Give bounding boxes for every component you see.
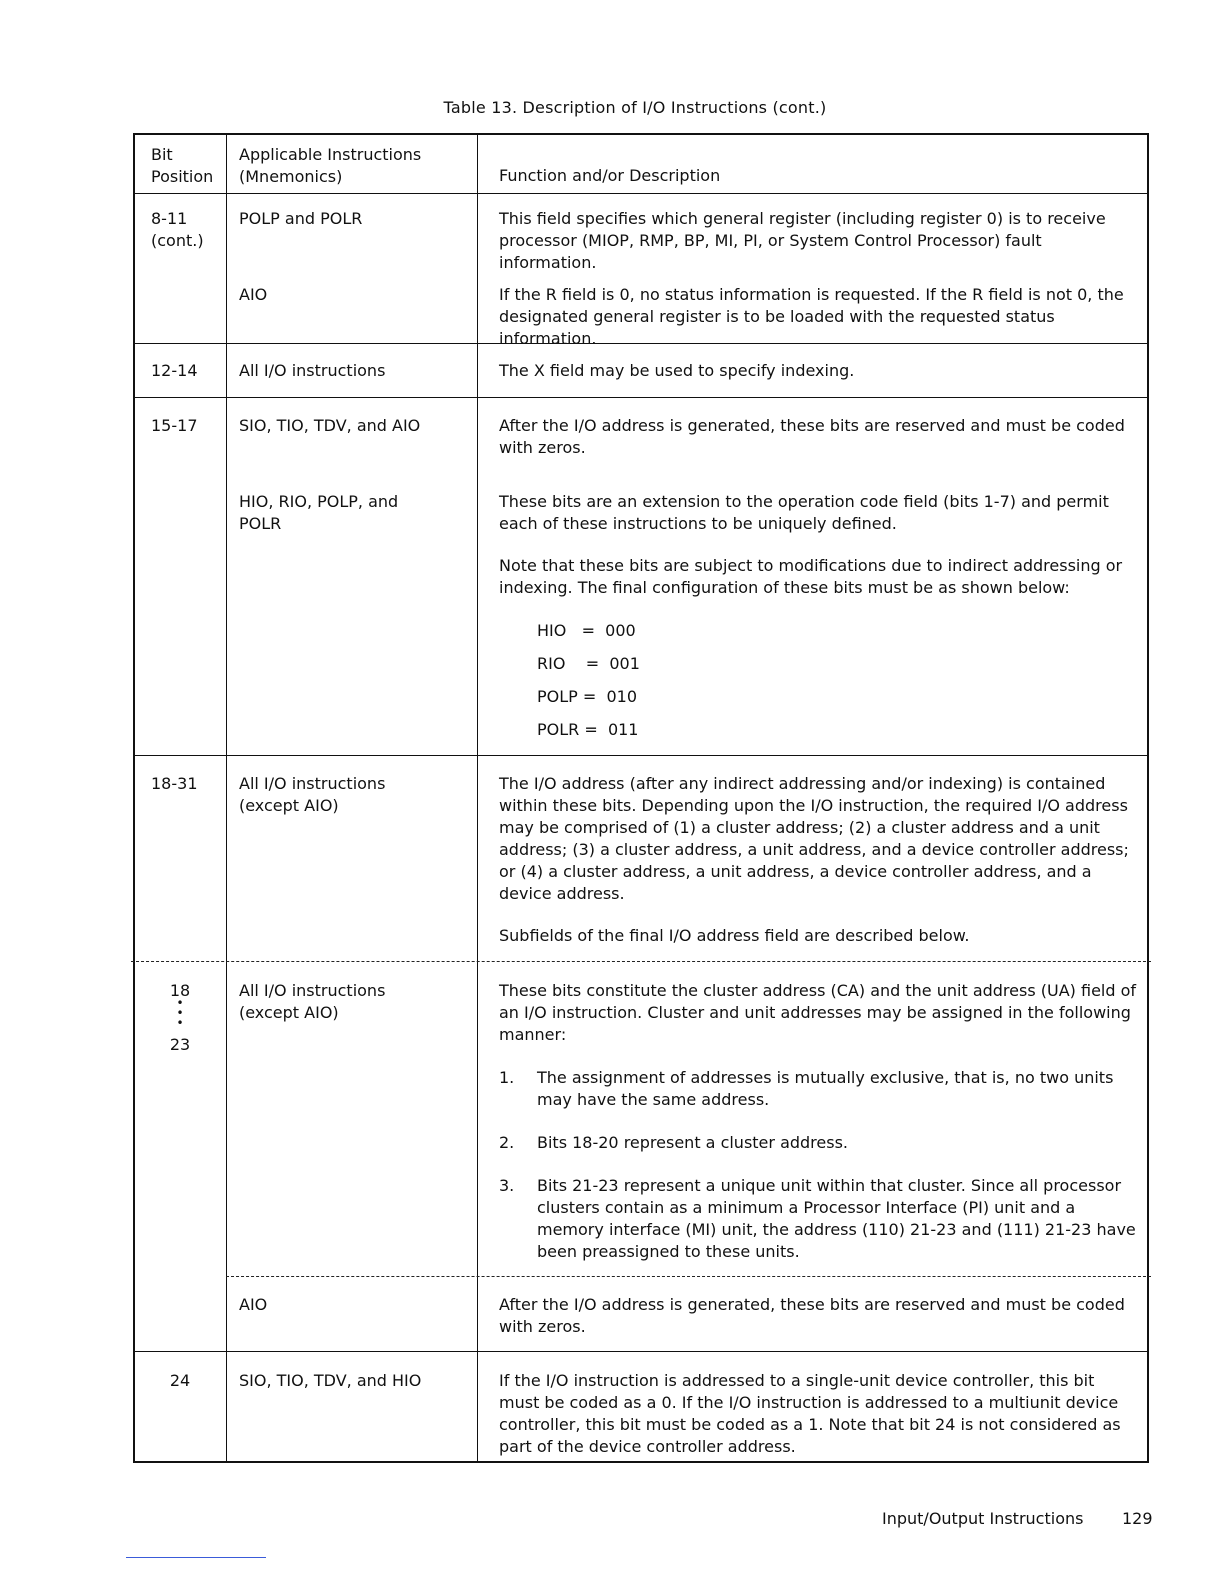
- list-text: The assignment of addresses is mutually exclusive, that is, no two units may have the same address.: [537, 1068, 1114, 1109]
- list-text: Bits 18-20 represent a cluster address.: [537, 1133, 849, 1152]
- instruction-mnemonics: POLP and POLR: [239, 209, 363, 228]
- description: This field specifies which general register (including register 0) is to receive processor (MIOP, RMP, BP, MI, PI, or System Control Processor) fault information.: [499, 209, 1106, 272]
- list-number: 3.: [499, 1176, 515, 1195]
- bit-configuration-rio: RIO = 001: [537, 654, 640, 673]
- bit-position: 24: [169, 1371, 191, 1390]
- description: These bits are an extension to the operation code field (bits 1-7) and permit each of these instructions to be uniquely defined.: [499, 492, 1109, 533]
- bit-position: 8-11 (cont.): [151, 209, 204, 250]
- row-divider: [135, 1351, 1147, 1352]
- bit-configuration-hio: HIO = 000: [537, 621, 636, 640]
- bit-position: 18-31: [151, 774, 198, 793]
- instruction-mnemonics: All I/O instructions (except AIO): [239, 981, 386, 1022]
- instruction-mnemonics: SIO, TIO, TDV, and HIO: [239, 1371, 422, 1390]
- bit-configuration-polp: POLP = 010: [537, 687, 638, 706]
- instruction-mnemonics: All I/O instructions: [239, 361, 386, 380]
- list-item: [499, 1067, 1143, 1111]
- bit-position: 23: [169, 1035, 191, 1054]
- bit-configuration-polr: POLR = 011: [537, 720, 639, 739]
- row-divider: [135, 397, 1147, 398]
- scan-artifact-line: [126, 1557, 266, 1558]
- subfield-divider: [131, 961, 1151, 962]
- list-number: 1.: [499, 1068, 515, 1087]
- instruction-mnemonics: AIO: [239, 1295, 268, 1314]
- list-number: 2.: [499, 1133, 515, 1152]
- description: If the I/O instruction is addressed to a single-unit device controller, this bit must be coded as a 0. If the I/O instruction is addressed to a multiunit device controller, this bit must be coded as a 1. Note that bit 24 is not considered as part of the device controller address.: [499, 1371, 1121, 1456]
- column-divider: [226, 135, 227, 1461]
- description: The I/O address (after any indirect addressing and/or indexing) is contained within these bits. Depending upon the I/O instruction, the required I/O address may be comprised of (1) a cluster address; (2) a cluster address and a unit address; (3) a cluster address, a unit address, and a device controller address; or (4) a cluster address, a unit address, a device controller address, and a device address.: [499, 774, 1129, 903]
- range-dots: • • •: [176, 996, 184, 1030]
- description: The X field may be used to specify indexing.: [499, 361, 855, 380]
- description: These bits constitute the cluster address (CA) and the unit address (UA) field of an I/O instruction. Cluster and unit addresses may be assigned in the following manner:: [499, 981, 1137, 1044]
- list-item: [499, 1132, 1143, 1154]
- description: Note that these bits are subject to modifications due to indirect addressing or indexing. The final configuration of these bits must be as shown below:: [499, 556, 1123, 597]
- description: Subfields of the final I/O address field are described below.: [499, 926, 970, 945]
- list-item: [499, 1175, 1143, 1263]
- header-applicable-instructions: Applicable Instructions (Mnemonics): [239, 145, 422, 186]
- row-divider: [135, 343, 1147, 344]
- footer-section-title: Input/Output Instructions: [882, 1509, 1084, 1528]
- description: After the I/O address is generated, these bits are reserved and must be coded with zeros.: [499, 1295, 1125, 1336]
- subfield-divider: [226, 1276, 1151, 1277]
- description: After the I/O address is generated, these bits are reserved and must be coded with zeros.: [499, 416, 1125, 457]
- description: If the R field is 0, no status information is requested. If the R field is not 0, the designated general register is to be loaded with the requested status information.: [499, 285, 1124, 348]
- instruction-mnemonics: HIO, RIO, POLP, and POLR: [239, 492, 399, 533]
- instruction-mnemonics: SIO, TIO, TDV, and AIO: [239, 416, 421, 435]
- page-number: 129: [1122, 1509, 1153, 1528]
- instruction-mnemonics: All I/O instructions (except AIO): [239, 774, 386, 815]
- bit-position: 15-17: [151, 416, 198, 435]
- column-divider: [477, 135, 478, 1461]
- header-function-description: Function and/or Description: [499, 166, 721, 185]
- header-divider: [135, 193, 1147, 194]
- row-divider: [135, 755, 1147, 756]
- header-bit-position: Bit Position: [151, 145, 214, 186]
- io-instructions-table: [133, 133, 1149, 1463]
- table-caption: Table 13. Description of I/O Instructions (cont.): [443, 98, 827, 117]
- list-text: Bits 21-23 represent a unique unit within that cluster. Since all processor clusters contain as a minimum a Processor Interface (PI) unit and a memory interface (MI) unit, the address (110) 21-23 and (111) 21-23 have been preassigned to these units.: [537, 1176, 1136, 1261]
- bit-position: 18: [169, 981, 191, 1000]
- instruction-mnemonics: AIO: [239, 285, 268, 304]
- bit-position: 12-14: [151, 361, 198, 380]
